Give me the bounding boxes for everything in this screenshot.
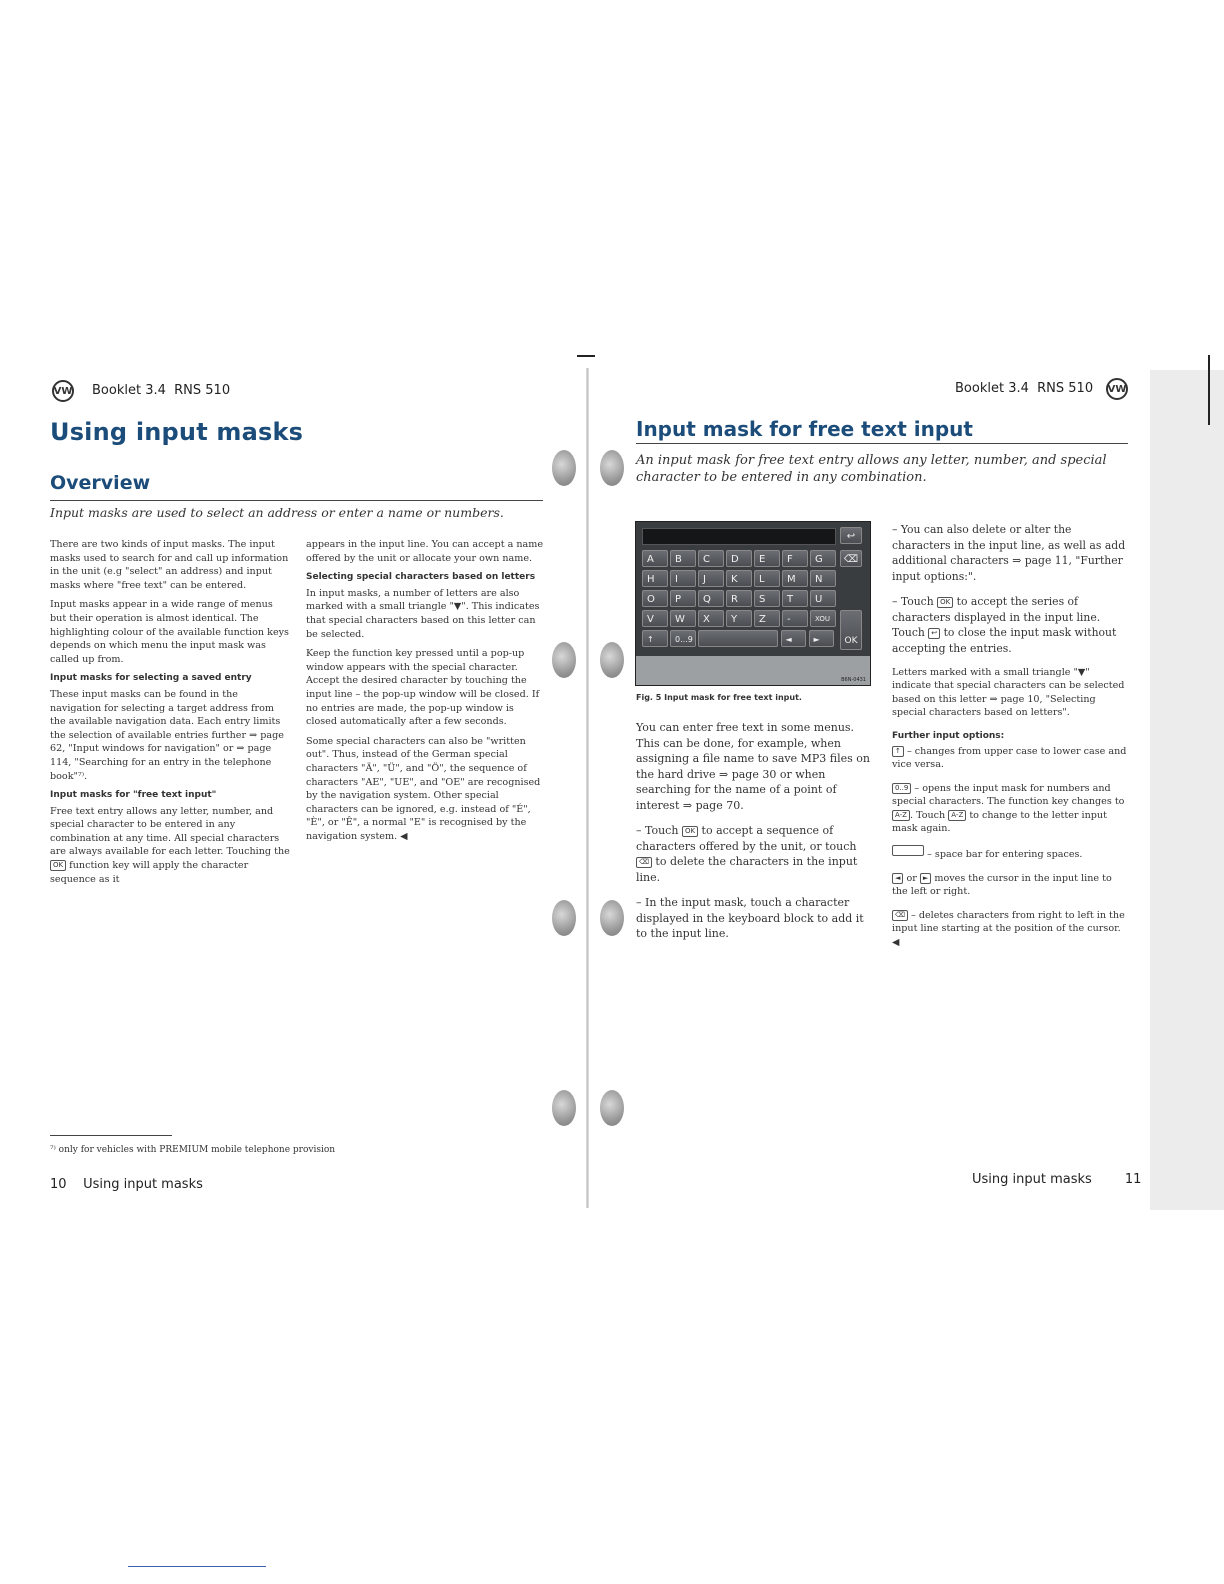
text: to close the input mask without accepting the entries. (892, 626, 1117, 655)
ok-key-icon: OK (682, 826, 698, 837)
edge-tab (1150, 370, 1224, 1210)
keyboard-key: Q (698, 590, 724, 607)
binder-hole-icon (600, 450, 624, 486)
paragraph: – You can also delete or alter the characters in the input line, as well as add additional characters ⇒ page 11, "Further input options:". (892, 523, 1126, 583)
keyboard-key: H (642, 570, 668, 587)
subheading: Input masks for selecting a saved entry (50, 673, 252, 684)
keyboard-key: Y (726, 610, 752, 627)
paragraph: Input masks appear in a wide range of menus but their operation is almost identical. The highlighting colour of the available function keys depends on which menu the input mask was called up from. (50, 599, 289, 665)
booklet-label: Booklet 3.4 (92, 383, 166, 398)
vw-logo-icon: VW (52, 380, 74, 402)
ok-key-icon: OK (937, 597, 953, 608)
keyboard-key: A (642, 550, 668, 567)
text: – space bar for entering spaces. (927, 849, 1083, 861)
keyboard-key: X (698, 610, 724, 627)
numbers-key-icon: 0..9 (892, 783, 911, 794)
left-footer (50, 1177, 203, 1192)
left-column-1 (50, 538, 290, 892)
figure-strip (636, 656, 870, 685)
keyboard-key: XOU (810, 610, 836, 627)
text: – changes from upper case to lower case and vice versa. (892, 746, 1127, 771)
edge-line (1208, 355, 1210, 425)
section-title: Overview (50, 472, 151, 494)
keyboard-key: K (726, 570, 752, 587)
model-label: RNS 510 (1037, 381, 1094, 396)
paragraph: appears in the input line. You can accept a name offered by the unit or allocate your own name. (306, 539, 544, 564)
keyboard-key: O (642, 590, 668, 607)
footer-label: Using input masks (972, 1172, 1092, 1187)
text: to accept the series of characters displayed in the input line. Touch (892, 595, 1101, 639)
page-number: 10 (50, 1177, 67, 1192)
text: . Touch (909, 809, 946, 821)
keyboard-key: U (810, 590, 836, 607)
keyboard-key: T (782, 590, 808, 607)
text: – opens the input mask for numbers and special characters. The function key changes to (892, 782, 1125, 808)
title-rule (636, 443, 1128, 444)
subheading: Further input options: (892, 730, 1005, 741)
footnote: ⁷⁾ only for vehicles with PREMIUM mobile telephone provision (50, 1145, 336, 1155)
paragraph (892, 594, 1130, 656)
keyboard-key: I (670, 570, 696, 587)
paragraph: These input masks can be found in the navigation for selecting a target address from the available navigation data. Each entry limits the selection of available entries further ⇒ page 62, "Input windows for navigation" or ⇒ page 114, "Searching for an entry in the telephone book"⁷⁾. (50, 688, 284, 782)
back-key-icon: ↩ (840, 527, 862, 544)
option-item (892, 909, 1130, 949)
text: or (906, 872, 917, 884)
keyboard-key: 0...9 (670, 630, 696, 647)
option-item (892, 872, 1130, 899)
model-label: RNS 510 (174, 383, 231, 398)
option-item (892, 745, 1130, 772)
binder-hole-icon (552, 1090, 576, 1126)
back-key-icon: ↩ (928, 628, 940, 639)
cursor-left-icon: ◄ (892, 873, 903, 884)
keyboard-key: C (698, 550, 724, 567)
page-number: 11 (1124, 1172, 1142, 1187)
paragraph: Letters marked with a small triangle "▼" indicate that special characters can be selected based on this letter ⇒ page 10, "Selecting special characters based on letters". (892, 667, 1125, 719)
shift-key-icon: ↑ (892, 746, 904, 757)
footnote-rule (50, 1135, 172, 1136)
bottom-link-line (128, 1566, 266, 1567)
letters-key-icon: A-Z (948, 810, 966, 821)
keyboard-key: ◄ (781, 630, 807, 647)
right-column-1 (636, 720, 872, 952)
option-item (892, 845, 1130, 861)
footer-label: Using input masks (83, 1177, 203, 1192)
text: function key will apply the character sequence as it (50, 860, 249, 885)
cursor-right-icon: ► (920, 873, 931, 884)
ok-key-icon: OK (50, 860, 66, 871)
text: to change to the letter input mask again. (892, 809, 1107, 835)
keyboard-screen-figure (635, 521, 871, 686)
vw-logo-icon: VW (1106, 378, 1128, 400)
keyboard-key: M (782, 570, 808, 587)
input-line (642, 528, 836, 545)
gutter-line (586, 368, 589, 1208)
keyboard-key: ► (809, 630, 835, 647)
paragraph: Some special characters can also be "written out". Thus, instead of the German special characters "Ä", "Ü", and "Ö", the sequence of characters "AE", "UE", and "OE" are recognised by the navigation system. Other special characters can be ignored, e.g. instead of "É", "È", or "Ê", a normal "E" is recognised by the navigation system. ◀ (306, 735, 541, 842)
delete-key-icon: ⌫ (892, 910, 908, 921)
booklet-label: Booklet 3.4 (955, 381, 1029, 396)
text: – deletes characters from right to left in the input line starting at the position of the cursor. ◀ (892, 909, 1125, 948)
keyboard-key: G (810, 550, 836, 567)
keyboard-key: E (754, 550, 780, 567)
right-header (955, 381, 1093, 396)
keyboard-key: F (782, 550, 808, 567)
paragraph: – In the input mask, touch a character displayed in the keyboard block to add it to the input line. (636, 896, 864, 940)
option-item (892, 782, 1130, 836)
keyboard-key: L (754, 570, 780, 587)
keyboard-key: J (698, 570, 724, 587)
binder-hole-icon (600, 900, 624, 936)
subheading: Input masks for "free text input" (50, 790, 217, 801)
binder-hole-icon (552, 900, 576, 936)
paragraph: You can enter free text in some menus. This can be done, for example, when assigning a file name to save MP3 files on the hard drive ⇒ page 30 or when searching for the name of a point of interest ⇒ page 70. (636, 721, 870, 812)
keyboard-key: - (782, 610, 808, 627)
keyboard-key: W (670, 610, 696, 627)
delete-key-icon: ⌫ (636, 857, 652, 868)
figure-caption: Fig. 5 Input mask for free text input. (636, 693, 802, 702)
keyboard-key: B (670, 550, 696, 567)
keyboard-key: Z (754, 610, 780, 627)
options-block (892, 666, 1130, 949)
left-intro: Input masks are used to select an address or enter a name or numbers. (50, 505, 504, 520)
ok-key: OK (840, 610, 862, 650)
text: moves the cursor in the input line to the left or right. (892, 872, 1112, 898)
keyboard-key: ↑ (642, 630, 668, 647)
page-title: Input mask for free text input (636, 417, 973, 441)
delete-key-icon: ⌫ (840, 550, 862, 567)
keyboard-key (698, 630, 778, 647)
gutter-mark (577, 355, 595, 357)
paragraph: There are two kinds of input masks. The input masks used to search for and call up information in the unit (e.g "select" an address) and input masks where "free text" can be entered. (50, 539, 289, 591)
paragraph: In input masks, a number of letters are also marked with a small triangle "▼". This indicates that special characters based on this letter can be selected. (306, 587, 540, 640)
keyboard-key: N (810, 570, 836, 587)
section-rule (50, 500, 543, 501)
text: to accept a sequence of characters offered by the unit, or touch (636, 824, 857, 853)
text: Free text entry allows any letter, number, and special character to be entered in any combination at any time. All special characters are always available for each letter. Touching the (50, 805, 290, 858)
page-title: Using input masks (50, 418, 304, 446)
paragraph: Keep the function key pressed until a pop-up window appears with the special character. Accept the desired character by touching the input line – the pop-up window will be closed. If no entries are made, the pop-up window is closed automatically after a few seconds. (306, 648, 540, 728)
letters-key-icon: A-Z (892, 810, 910, 821)
keyboard-key: R (726, 590, 752, 607)
text: – Touch (892, 595, 934, 608)
right-column-2 (892, 522, 1130, 959)
figure-code: B6N-0431 (841, 677, 866, 683)
keyboard-key: D (726, 550, 752, 567)
right-footer (972, 1172, 1141, 1187)
text: – Touch (636, 824, 679, 837)
space-bar-icon (892, 845, 924, 856)
binder-hole-icon (600, 642, 624, 678)
subheading: Selecting special characters based on letters (306, 572, 536, 583)
keyboard-key: S (754, 590, 780, 607)
keyboard-key: V (642, 610, 668, 627)
right-intro: An input mask for free text entry allows any letter, number, and special character to be entered in any combination. (636, 453, 1107, 485)
left-header (92, 383, 230, 398)
binder-hole-icon (600, 1090, 624, 1126)
keyboard-key: P (670, 590, 696, 607)
paragraph (50, 805, 290, 887)
text: to delete the characters in the input line. (636, 855, 858, 884)
paragraph (636, 823, 872, 885)
binder-hole-icon (552, 642, 576, 678)
left-column-2 (306, 538, 546, 849)
binder-hole-icon (552, 450, 576, 486)
